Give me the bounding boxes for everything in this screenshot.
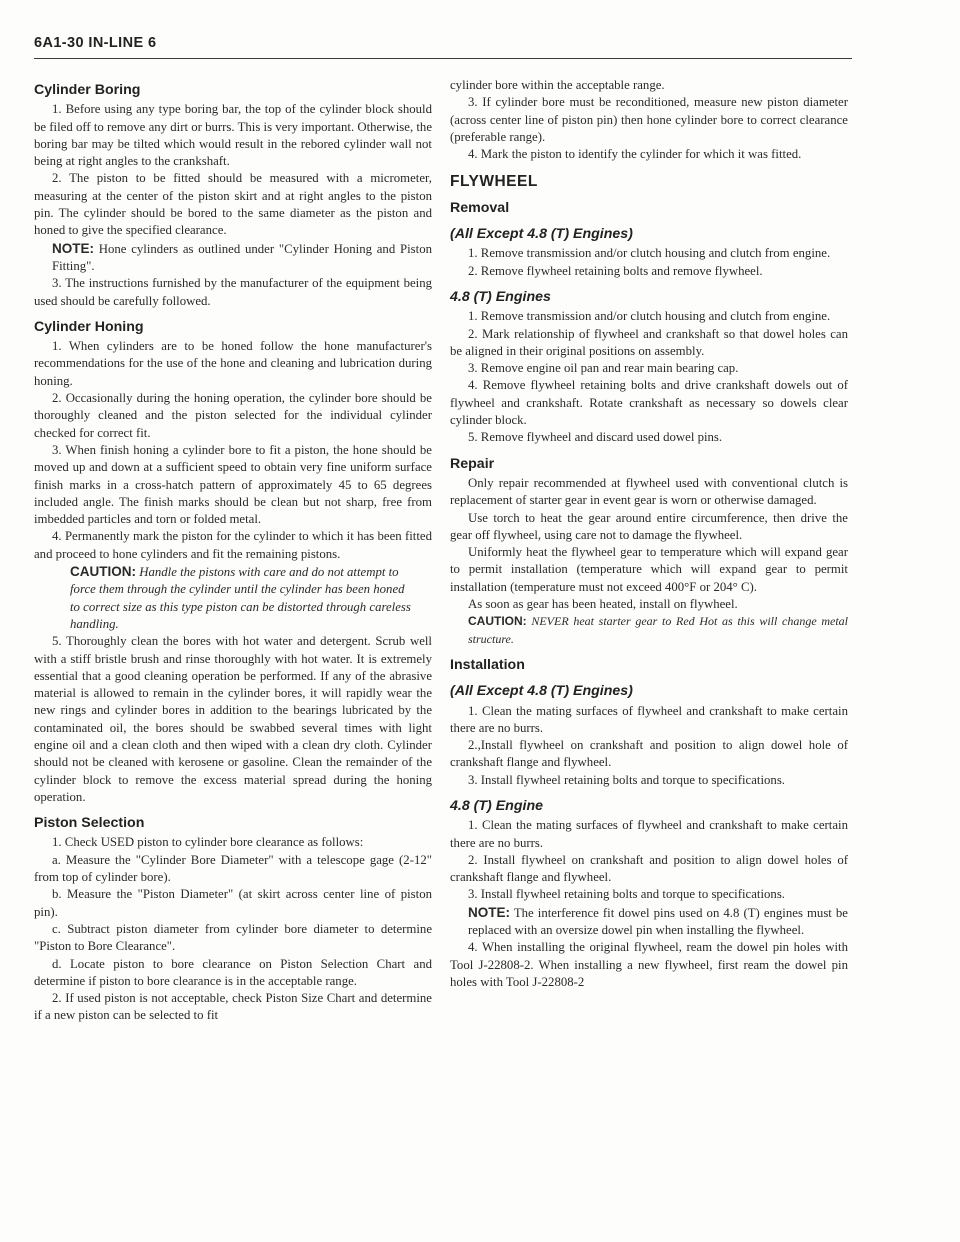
note-text: Hone cylinders as outlined under "Cylinder Honing and Piston Fitting". [52,241,432,273]
paragraph: 5. Remove flywheel and discard used dowel pins. [468,430,723,445]
left-column [34,80,432,1025]
page-label: 6A1-30 IN-LINE 6 [34,35,157,51]
paragraph: 4. Remove flywheel retaining bolts and drive crankshaft dowels out of flywheel and crankshaft. Rotate crankshaft as necessary so dowels clear cylinder block. [450,378,848,428]
paragraph: 3. Install flywheel retaining bolts and torque to specifications. [468,772,785,787]
section-title-piston-selection: Piston Selection [34,815,145,832]
subsection-title: 4.8 (T) Engine [450,797,544,814]
list-item: b. Measure the "Piston Diameter" (at skirt across center line of piston pin). [34,887,432,919]
note-text: The interference fit dowel pins used on 4.8 (T) engines must be replaced with an oversize dowel pin when installing the flywheel. [468,905,848,938]
paragraph: 4. Permanently mark the piston for the cylinder to which it has been fitted and proceed to hone cylinders and fit the remaining pistons. [34,529,432,561]
list-item: c. Subtract piston diameter from cylinder bore diameter to determine "Piston to Bore Clearance". [34,921,432,954]
caution-label: CAUTION: [70,564,136,580]
paragraph: 1. Remove transmission and/or clutch housing and clutch from engine. [468,309,831,324]
paragraph: 3. The instructions furnished by the manufacturer of the equipment being used should be carefully followed. [34,276,432,308]
paragraph: 1. Check USED piston to cylinder bore clearance as follows: [52,835,364,850]
caution-text: NEVER heat starter gear to Red Hot as this will change metal structure. [468,614,848,646]
paragraph: 2. The piston to be fitted should be measured with a micrometer, measuring at the center of the piston skirt and at right angles to the piston pin. The cylinder should be bored to the same diameter as the piston and honed to give the specified clearance. [34,171,432,238]
paragraph: 3. Remove engine oil pan and rear main bearing cap. [468,361,739,376]
paragraph: 4. Mark the piston to identify the cylinder for which it was fitted. [468,147,802,162]
paragraph: 5. Thoroughly clean the bores with hot water and detergent. Scrub well with a stiff bristle brush and rinse thoroughly with hot water. It is extremely essential that a good cleaning operation be performed. If any of the abrasive material is allowed to remain in the cylinder bores, it will rapidly wear the new rings and cylinder bores in addition to the bearings lubricated by the contaminated oil, the bores should be swabbed several times with light engine oil and a clean cloth and then wiped with a clean dry cloth. Cylinder should not be cleaned with kerosene or gasoline. Clean the remainder of the cylinder block to remove the excess material spread during the honing operation. [34,634,432,804]
paragraph: 1. Before using any type boring bar, the top of the cylinder block should be filed off to remove any dirt or burrs. This is very important. Otherwise, the boring bar may be tilted which would result in the rebored cylinder wall not being at right angles to the crankshaft. [34,102,432,169]
paragraph: 2. Occasionally during the honing operation, the cylinder bore should be thoroughly cleaned and the piston selected for the individual cylinder checked for correct fit. [34,391,432,440]
paragraph: Uniformly heat the flywheel gear to temperature which will expand gear to permit installation (temperature which will expand gear to permit installation (temperature must not exceed 400°F or 204° C). [450,545,848,594]
section-title-flywheel: FLYWHEEL [450,173,538,191]
section-title-cylinder-boring: Cylinder Boring [34,82,141,98]
paragraph: 2. If used piston is not acceptable, check Piston Size Chart and determine if a new piston can be selected to fit [34,991,432,1023]
subsection-title: (All Except 4.8 (T) Engines) [450,226,633,243]
paragraph: As soon as gear has been heated, install on flywheel. [468,597,738,612]
paragraph: cylinder bore within the acceptable range. [450,78,665,92]
caution [34,563,432,633]
page-header [34,34,852,59]
section-title-removal: Removal [450,199,510,216]
note-label: NOTE: [52,240,94,256]
paragraph: Use torch to heat the gear around entire circumference, then drive the gear off flywheel, using care not to damage the flywheel. [450,510,848,542]
note [450,904,848,940]
caution-label: CAUTION: [468,614,527,629]
section-title-installation: Installation [450,656,525,673]
paragraph: 1. When cylinders are to be honed follow the hone manufacturer's recommendations for the use of the hone and cleaning and lubrication during honing. [34,339,432,388]
caution [450,613,848,648]
subsection-title: 4.8 (T) Engines [450,288,551,305]
paragraph: 2. Mark relationship of flywheel and crankshaft so that dowel holes can be aligned in their original positions on assembly. [450,326,848,358]
list-item: a. Measure the "Cylinder Bore Diameter" with a telescope gage (2-12" from top of cylinder bore). [34,852,432,885]
paragraph: 2. Install flywheel on crankshaft and position to align dowel holes of crankshaft flange and flywheel. [450,852,848,885]
paragraph: 1. Remove transmission and/or clutch housing and clutch from engine. [468,246,831,261]
note [34,240,432,276]
paragraph: 3. Install flywheel retaining bolts and torque to specifications. [468,887,785,902]
right-column [450,77,848,991]
paragraph: 3. When finish honing a cylinder bore to fit a piston, the hone should be moved up and down at a sufficient speed to obtain very fine uniform surface finish marks in a cross-hatch pattern of approximately 45 to 65 degrees included angle. The finish marks should be clean but not sharp, free from imbedded particles and torn or folded metal. [34,442,432,527]
paragraph: 2.,Install flywheel on crankshaft and position to align dowel hole of crankshaft flange and flywheel. [450,738,848,770]
paragraph: 1. Clean the mating surfaces of flywheel and crankshaft to make certain there are no burrs. [450,703,848,735]
paragraph: 4. When installing the original flywheel, ream the dowel pin holes with Tool J-22808-2. When installing a new flywheel, first ream the dowel pin holes with Tool J-22808-2 [450,940,848,989]
paragraph: 3. If cylinder bore must be reconditioned, measure new piston diameter (across center line of piston pin) then hone cylinder bore to correct clearance (preferable range). [450,95,848,144]
list-item: d. Locate piston to bore clearance on Piston Selection Chart and determine if piston to bore clearance is in the acceptable range. [34,956,432,988]
note-label: NOTE: [468,904,510,920]
paragraph: Only repair recommended at flywheel used with conventional clutch is replacement of starter gear in event gear is worn or otherwise damaged. [450,475,848,508]
caution-text: Handle the pistons with care and do not attempt to force them through the cylinder until the cylinder has been honed to correct size as this type piston can be distorted through careless handling. [70,565,411,631]
subsection-title: (All Except 4.8 (T) Engines) [450,683,633,700]
paragraph: 2. Remove flywheel retaining bolts and remove flywheel. [468,263,763,278]
section-title-repair: Repair [450,455,495,472]
paragraph: 1. Clean the mating surfaces of flywheel and crankshaft to make certain there are no burrs. [450,818,848,850]
section-title-cylinder-honing: Cylinder Honing [34,318,144,335]
